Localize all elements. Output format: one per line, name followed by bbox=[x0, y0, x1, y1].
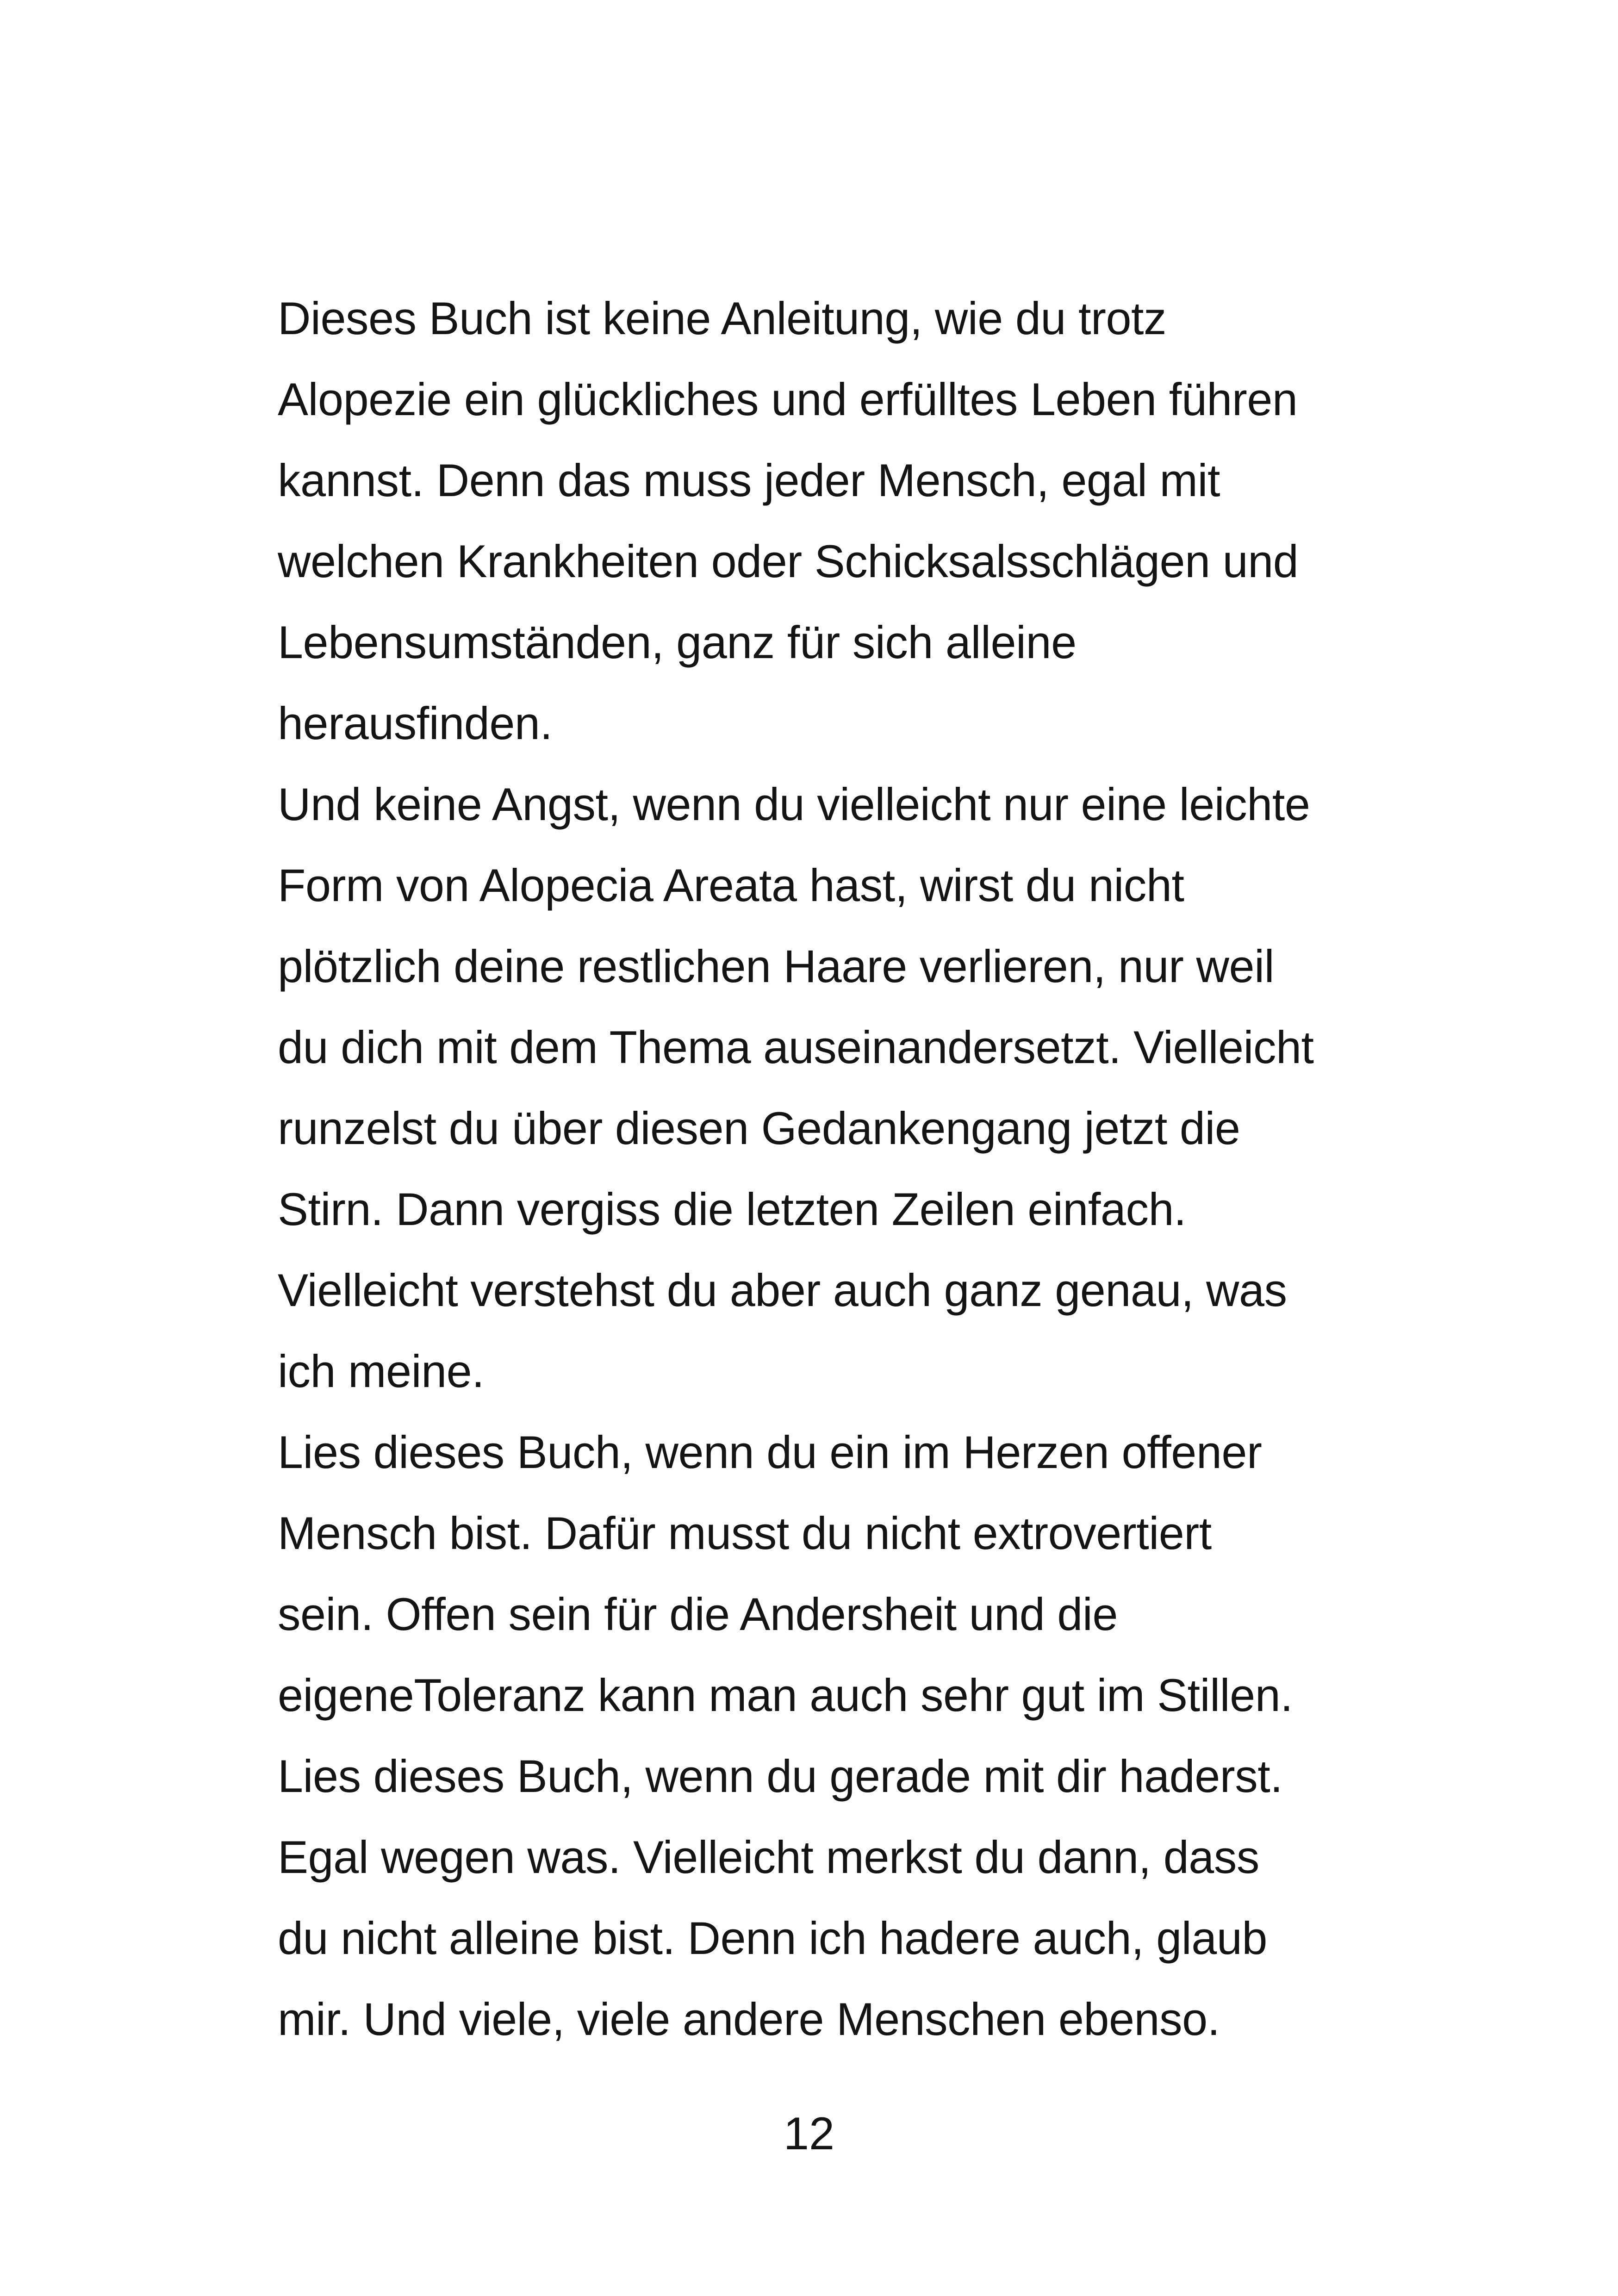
text-line: Und keine Angst, wenn du vielleicht nur eine leichte bbox=[278, 778, 1310, 830]
text-line: Lies dieses Buch, wenn du gerade mit dir haderst. bbox=[278, 1750, 1283, 1802]
text-line: Lebensumständen, ganz für sich alleine bbox=[278, 616, 1077, 668]
text-line: welchen Krankheiten oder Schicksalsschlägen und bbox=[278, 535, 1299, 587]
text-line: plötzlich deine restlichen Haare verlieren, nur weil bbox=[278, 940, 1275, 992]
text-line: runzelst du über diesen Gedankengang jetzt die bbox=[278, 1102, 1240, 1154]
text-line: ich meine. bbox=[278, 1345, 485, 1397]
text-line: kannst. Denn das muss jeder Mensch, egal mit bbox=[278, 454, 1220, 506]
text-line: Dieses Buch ist keine Anleitung, wie du trotz bbox=[278, 292, 1167, 344]
text-line: herausfinden. bbox=[278, 697, 553, 749]
text-line: du nicht alleine bist. Denn ich hadere auch, glaub bbox=[278, 1912, 1267, 1964]
body-text bbox=[278, 278, 1388, 2060]
text-line: sein. Offen sein für die Andersheit und die bbox=[278, 1588, 1118, 1640]
text-line: du dich mit dem Thema auseinandersetzt. Vielleicht bbox=[278, 1021, 1314, 1073]
text-line: Mensch bist. Dafür musst du nicht extrovertiert bbox=[278, 1507, 1212, 1559]
text-line: Alopezie ein glückliches und erfülltes Leben führen bbox=[278, 373, 1298, 425]
text-line: mir. Und viele, viele andere Menschen ebenso. bbox=[278, 1993, 1220, 2045]
text-line: Vielleicht verstehst du aber auch ganz genau, was bbox=[278, 1264, 1287, 1316]
page-number: 12 bbox=[783, 2108, 835, 2159]
text-line: Stirn. Dann vergiss die letzten Zeilen einfach. bbox=[278, 1183, 1187, 1235]
text-line: Egal wegen was. Vielleicht merkst du dann, dass bbox=[278, 1831, 1259, 1883]
text-line: Form von Alopecia Areata hast, wirst du nicht bbox=[278, 859, 1184, 911]
text-line: eigeneToleranz kann man auch sehr gut im Stillen. bbox=[278, 1669, 1293, 1721]
text-line: Lies dieses Buch, wenn du ein im Herzen offener bbox=[278, 1426, 1262, 1478]
